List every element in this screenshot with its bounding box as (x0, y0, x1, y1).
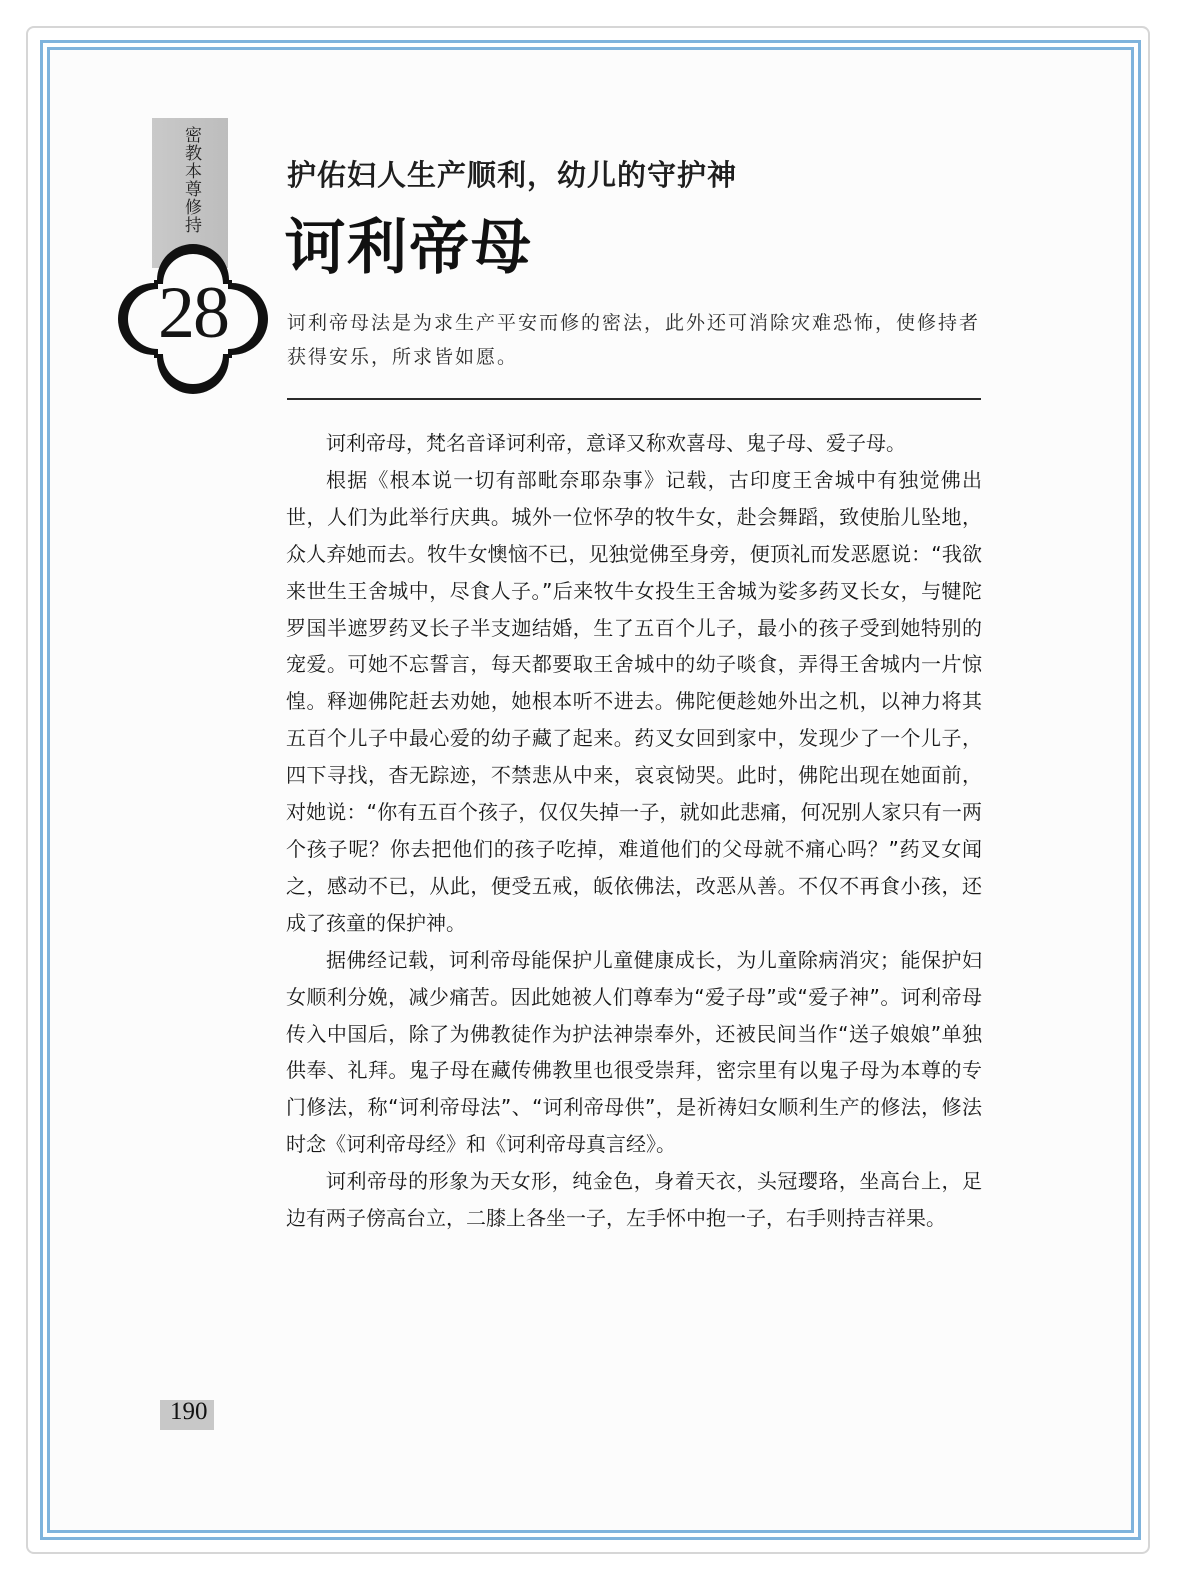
chapter-intro: 诃利帝母法是为求生产平安而修的密法，此外还可消除灾难恐怖，使修持者获得安乐，所求皆如愿。 (287, 312, 981, 368)
paragraph: 诃利帝母，梵名音译诃利帝，意译又称欢喜母、鬼子母、爱子母。 (326, 431, 906, 455)
chapter-title: 诃利帝母 (285, 213, 533, 283)
page-number: 190 (170, 1398, 208, 1425)
chapter-number: 28 (158, 272, 228, 354)
divider-rule (287, 398, 981, 400)
paragraph: 诃利帝母的形象为天女形，纯金色，身着天衣，头冠璎珞，坐高台上，足边有两子傍高台立，二膝上各坐一子，左手怀中抱一子，右手则持吉祥果。 (286, 1169, 982, 1231)
chapter-subtitle: 护佑妇人生产顺利，幼儿的守护神 (287, 158, 738, 192)
body-text (286, 425, 982, 1237)
paragraph: 根据《根本说一切有部毗奈耶杂事》记载，古印度王舍城中有独觉佛出世，人们为此举行庆典。城外一位怀孕的牧牛女，赴会舞蹈，致使胎儿坠地，众人弃她而去。牧牛女懊恼不已，见独觉佛至身旁，便顶礼而发恶愿说：“我欲来世生王舍城中，尽食人子。”后来牧牛女投生王舍城为娑多药叉长女，与犍陀罗国半遮罗药叉长子半支迦结婚，生了五百个儿子，最小的孩子受到她特别的宠爱。可她不忘誓言，每天都要取王舍城中的幼子啖食，弄得王舍城内一片惊惶。释迦佛陀赶去劝她，她根本听不进去。佛陀便趁她外出之机，以神力将其五百个儿子中最心爱的幼子藏了起来。药叉女回到家中，发现少了一个儿子，四下寻找，杳无踪迹，不禁悲从中来，哀哀恸哭。此时，佛陀出现在她面前，对她说：“你有五百个孩子，仅仅失掉一子，就如此悲痛，何况别人家只有一两个孩子呢？你去把他们的孩子吃掉，难道他们的父母就不痛心吗？”药叉女闻之，感动不已，从此，便受五戒，皈依佛法，改恶从善。不仅不再食小孩，还成了孩童的保护神。 (286, 467, 982, 935)
section-tab-label: 密教本尊修持 (181, 126, 201, 234)
paragraph: 据佛经记载，诃利帝母能保护儿童健康成长，为儿童除病消灾；能保护妇女顺利分娩，减少痛苦。因此她被人们尊奉为“爱子母”或“爱子神”。诃利帝母传入中国后，除了为佛教徒作为护法神崇奉外，还被民间当作“送子娘娘”单独供奉、礼拜。鬼子母在藏传佛教里也很受崇拜，密宗里有以鬼子母为本尊的专门修法，称“诃利帝母法”、“诃利帝母供”，是祈祷妇女顺利生产的修法，修法时念《诃利帝母经》和《诃利帝母真言经》。 (286, 947, 982, 1157)
